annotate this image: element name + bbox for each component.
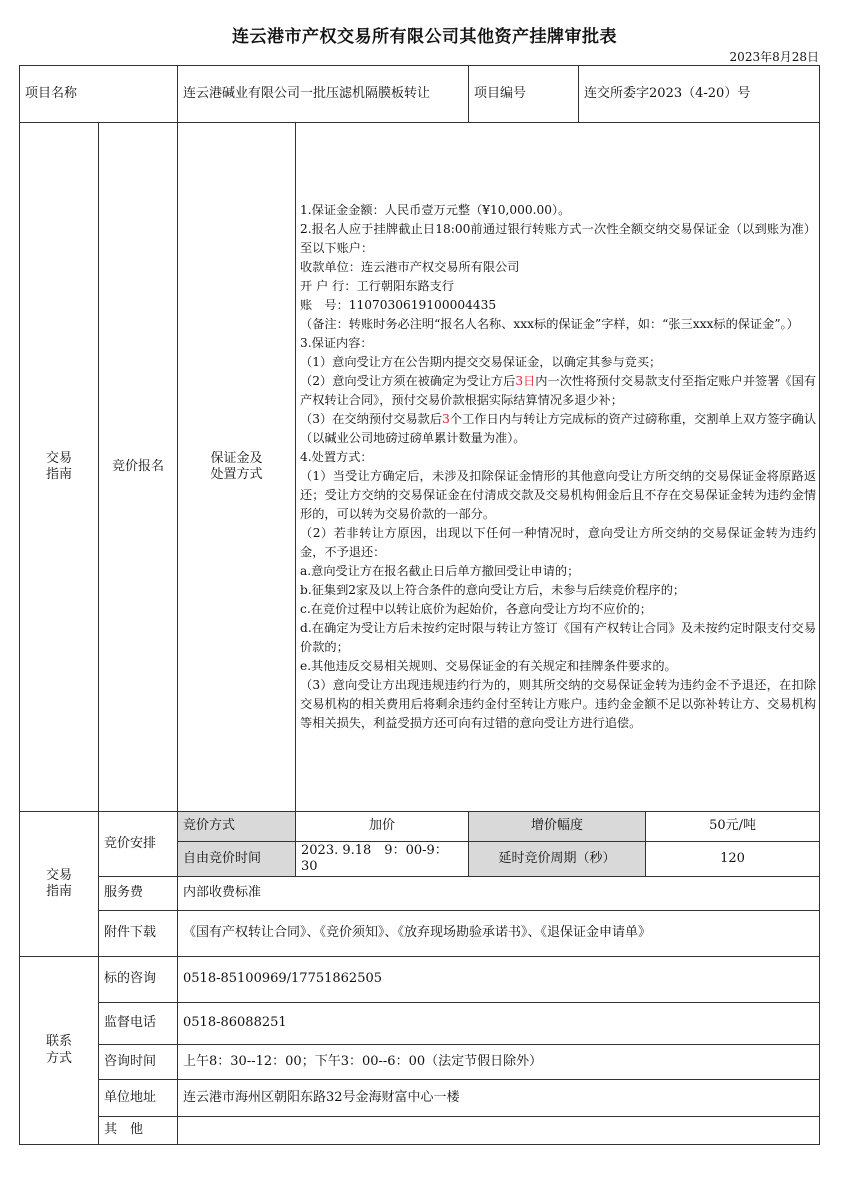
- instruction-line: 开 户 行：工行朝阳东路支行: [300, 279, 455, 293]
- instruction-line: 3.保证内容：: [300, 336, 373, 350]
- contact-label-line2: 方式: [45, 1050, 72, 1066]
- trading-guide-label-2-line1: 交易: [45, 867, 72, 883]
- contact-label-line1: 联系: [45, 1034, 72, 1050]
- other-value: [178, 1117, 820, 1145]
- address-value: 连云港市海州区朝阳东路32号金海财富中心一楼: [178, 1080, 820, 1117]
- trading-guide-label-line1: 交易: [45, 450, 72, 466]
- instruction-text: （2）意向受让方须在被确定为受让方后: [300, 374, 516, 388]
- project-name-value: 连云港碱业有限公司一批压滤机隔膜板转让: [178, 66, 469, 123]
- bid-arrangement-label: 竞价安排: [99, 812, 178, 877]
- instruction-text: 个工作日内与转让方完成标的资产过磅称重，交割单上双方签字确认（以碱业公司地磅过磅单累计数量为准）。: [300, 412, 817, 445]
- instruction-line: （2）若非转让方原因，出现以下任何一种情况时，意向受让方所交纳的交易保证金转为违约金，不予退还：: [300, 526, 817, 559]
- instruction-line: [300, 410, 816, 448]
- deposit-disposal-label-line2: 处置方式: [210, 467, 263, 482]
- instruction-line: （3）意向受让方出现违规违约行为的，则其所交纳的交易保证金转为违约金不予退还，在扣除交易机构的相关费用后将剩余违约金付至转让方账户。违约金金额不足以弥补转让方、交易机构等相关损失，利益受损方还可向有过错的意向受让方进行追偿。: [300, 678, 817, 730]
- instruction-line: 2.报名人应于挂牌截止日18:00前通过银行转账方式一次性全额交纳交易保证金（以到账为准）至以下账户：: [300, 222, 817, 255]
- instruction-line: e.其他违反交易相关规则、交易保证金的有关规定和挂牌条件要求的。: [300, 659, 677, 673]
- trading-guide-label-2: [20, 812, 99, 957]
- instruction-line: [300, 372, 816, 410]
- bid-registration-label: 竞价报名: [99, 123, 178, 812]
- instruction-text: （3）在交纳预付交易款后: [300, 412, 443, 426]
- free-bid-time-label: 自由竞价时间: [178, 842, 296, 877]
- document-date: 2023年8月28日: [729, 50, 819, 64]
- trading-guide-label-2-line2: 指南: [45, 884, 72, 899]
- instruction-line: 收款单位：连云港市产权交易所有限公司: [300, 260, 520, 274]
- address-label: 单位地址: [99, 1080, 178, 1117]
- instruction-line: （1）当受让方确定后，未涉及扣除保证金情形的其他意向受让方所交纳的交易保证金将原路返还；受让方交纳的交易保证金在付清成交款及交易机构佣金后且不存在交易保证金转为违约金情形的，可以转为交易价款的一部分。: [300, 469, 817, 521]
- highlight-days: 3日: [515, 374, 536, 388]
- other-label: 其 他: [99, 1117, 178, 1145]
- contact-label: [20, 957, 99, 1145]
- trading-guide-label-line2: 指南: [45, 467, 72, 482]
- instruction-line: 1.保证金金额：人民币壹万元整（¥10,000.00）。: [300, 203, 571, 217]
- instruction-line: b.征集到2家及以上符合条件的意向受让方后，未参与后续竞价程序的；: [300, 583, 686, 597]
- supervise-phone: 0518-86088251: [178, 1003, 820, 1045]
- project-row: [20, 66, 820, 123]
- document-title: 连云港市产权交易所有限公司其他资产挂牌审批表: [232, 27, 617, 47]
- deposit-disposal-label: [178, 123, 296, 812]
- instruction-line: c.在竞价过程中以转让底价为起始价，各意向受让方均不应价的；: [300, 602, 652, 616]
- trading-guide-label: [20, 123, 99, 812]
- consult-label: 标的咨询: [99, 957, 178, 1003]
- delay-period-label: 延时竞价周期（秒）: [469, 842, 646, 877]
- instruction-line: 4.处置方式：: [300, 450, 373, 464]
- deposit-instructions: [296, 123, 820, 812]
- project-code-label: 项目编号: [469, 66, 579, 123]
- increment-label: 增价幅度: [469, 812, 646, 842]
- service-fee-value: 内部收费标准: [178, 877, 820, 911]
- highlight-workdays: 3: [442, 412, 450, 426]
- approval-form-table: [19, 65, 820, 1145]
- instruction-line: 账 号：1107030619100004435: [300, 298, 497, 312]
- project-code-value: 连交所委字2023（4-20）号: [579, 66, 820, 123]
- attachment-label: 附件下载: [99, 911, 178, 957]
- project-name-label: 项目名称: [20, 66, 178, 123]
- instruction-text: 内一次性将预付交易款支付至指定账户并签署《国有产权转让合同》，预付交易价款根据实际结算情况多退少补；: [300, 374, 817, 407]
- supervise-label: 监督电话: [99, 1003, 178, 1045]
- instruction-line: （备注：转账时务必注明“报名人名称、xxx标的保证金”字样，如：“张三xxx标的保证金”。）: [300, 317, 799, 331]
- delay-period-value: 120: [646, 842, 820, 877]
- instruction-line: d.在确定为受让方后未按约定时限与转让方签订《国有产权转让合同》及未按约定时限支付交易价款的；: [300, 621, 817, 654]
- instruction-line: a.意向受让方在报名截止日后单方撤回受让申请的；: [300, 564, 580, 578]
- consult-phone: 0518-85100969/17751862505: [178, 957, 820, 1003]
- bid-method-label: 竞价方式: [178, 812, 296, 842]
- bid-method-value: 加价: [296, 812, 469, 842]
- increment-value: 50元/吨: [646, 812, 820, 842]
- hours-value: 上午8：30--12：00；下午3：00--6：00（法定节假日除外）: [178, 1045, 820, 1080]
- service-fee-label: 服务费: [99, 877, 178, 911]
- attachment-links[interactable]: 《国有产权转让合同》、《竞价须知》、《放弃现场勘验承诺书》、《退保证金申请单》: [178, 911, 820, 957]
- deposit-disposal-label-line1: 保证金及: [210, 450, 263, 466]
- hours-label: 咨询时间: [99, 1045, 178, 1080]
- free-bid-time-value: 2023. 9.18 9：00-9：30: [296, 842, 469, 877]
- instruction-line: （1）意向受让方在公告期内提交交易保证金，以确定其参与竞买；: [300, 355, 662, 369]
